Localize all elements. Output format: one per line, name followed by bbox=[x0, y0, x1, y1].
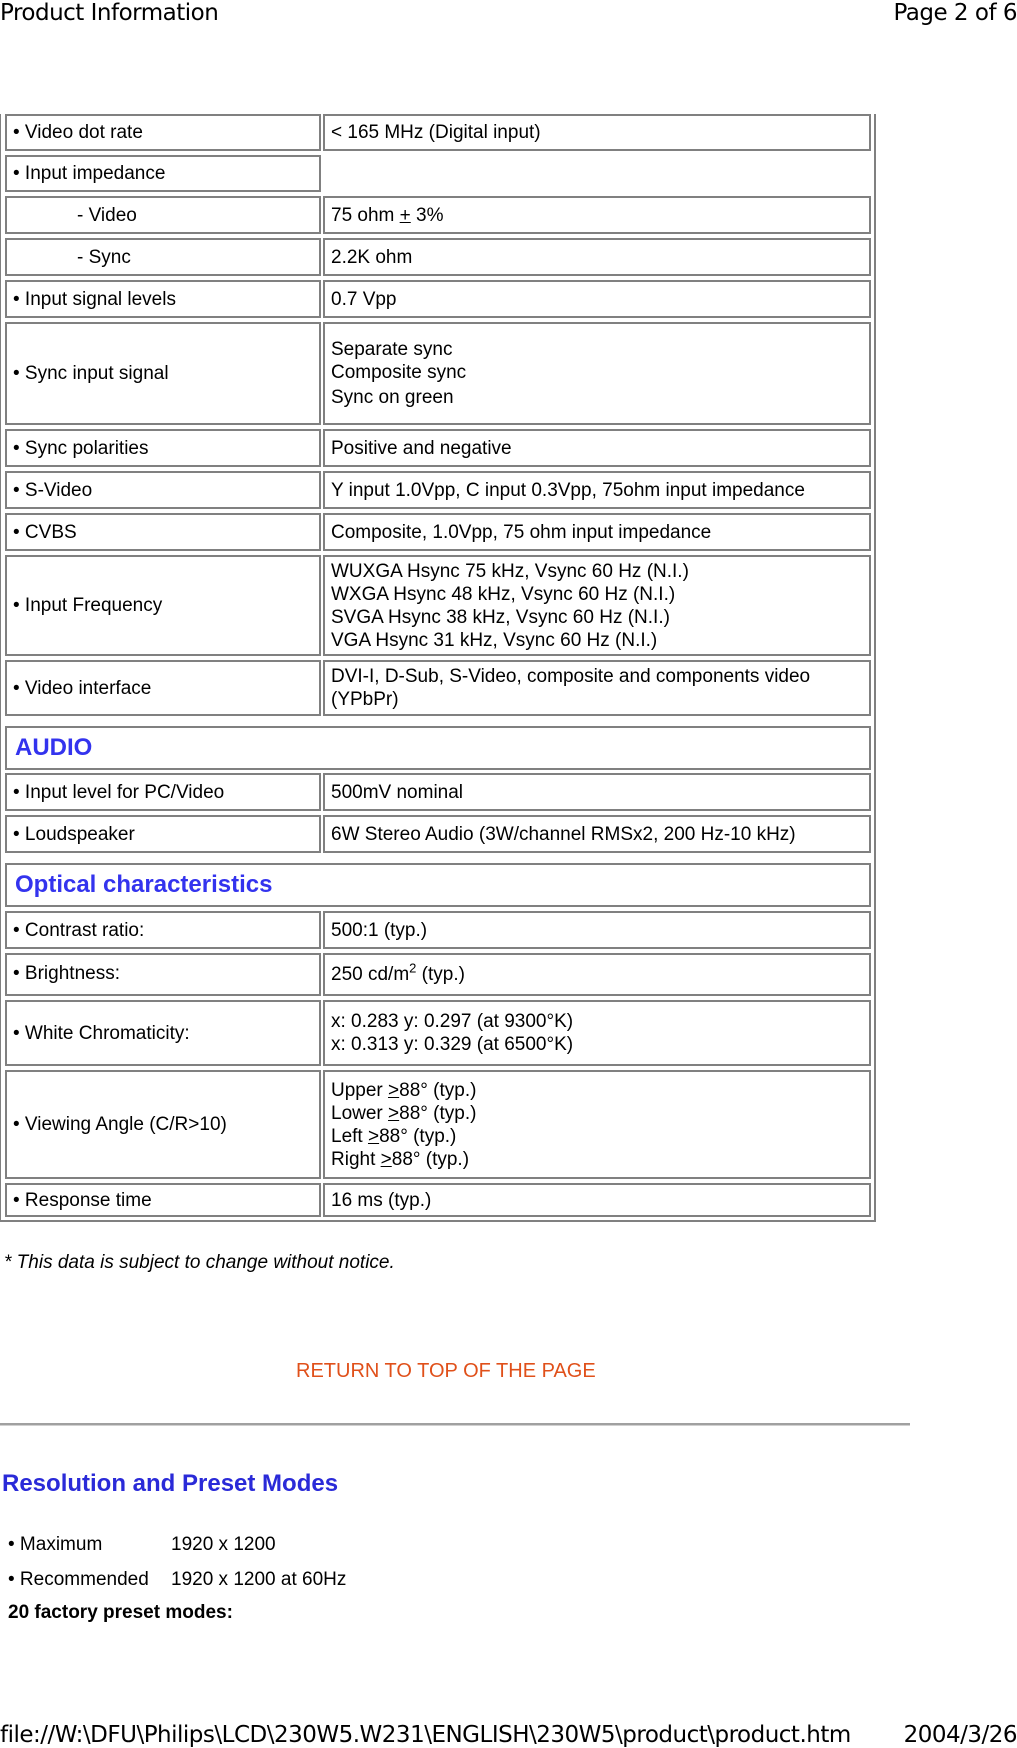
resolution-recommended-row bbox=[0, 1569, 600, 1593]
spec-value-sync: 2.2K ohm bbox=[323, 238, 871, 276]
resolution-maximum-value: 1920 x 1200 bbox=[171, 1534, 276, 1555]
resolution-section-title: Resolution and Preset Modes bbox=[2, 1470, 339, 1497]
spec-label-cvbs: • CVBS bbox=[5, 513, 321, 551]
preset-modes-heading: 20 factory preset modes: bbox=[8, 1602, 233, 1623]
disclaimer-note: * This data is subject to change without notice. bbox=[4, 1252, 395, 1273]
spec-label-s-video: • S-Video bbox=[5, 471, 321, 509]
spec-label-loudspeaker: • Loudspeaker bbox=[5, 815, 321, 853]
header-title: Product Information bbox=[0, 0, 219, 26]
spec-value-cvbs: Composite, 1.0Vpp, 75 ohm input impedance bbox=[323, 513, 871, 551]
spec-label-input-level: • Input level for PC/Video bbox=[5, 773, 321, 811]
spec-label-response-time: • Response time bbox=[5, 1183, 321, 1217]
spec-value-input-level: 500mV nominal bbox=[323, 773, 871, 811]
spec-value-brightness: 250 $cd/m^2$ (typ.) bbox=[323, 953, 871, 996]
horizontal-divider bbox=[0, 1423, 910, 1426]
spec-value-input-frequency: WUXGA Hsync 75 kHz, Vsync 60 Hz (N.I.) WXGA Hsync 48 kHz, Vsync 60 Hz (N.I.) SVGA Hsync 38 kHz, Vsync 60 Hz (N.I.) VGA Hsync 31 kHz, Vsync 60 Hz (N.I.) bbox=[323, 555, 871, 656]
return-to-top-link[interactable]: RETURN TO TOP OF THE PAGE bbox=[296, 1360, 596, 1382]
spec-value-sync-polarities: Positive and negative bbox=[323, 429, 871, 467]
spec-value-sync-input-signal: Separate sync Composite sync Sync on green bbox=[323, 322, 871, 425]
section-title-optical: Optical characteristics bbox=[5, 863, 871, 907]
spec-value-viewing-angle: Upper >88° (typ.) Lower >88° (typ.) Left >88° (typ.) Right >88° (typ.) bbox=[323, 1070, 871, 1179]
spec-label-input-impedance: • Input impedance bbox=[5, 155, 321, 192]
resolution-maximum-label: • Maximum bbox=[8, 1534, 103, 1555]
section-title-audio: AUDIO bbox=[5, 726, 871, 770]
resolution-recommended-label: • Recommended bbox=[8, 1569, 149, 1590]
spec-label-white-chromaticity: • White Chromaticity: bbox=[5, 1000, 321, 1066]
spec-label-input-signal-levels: • Input signal levels bbox=[5, 280, 321, 318]
spec-value-loudspeaker: 6W Stereo Audio (3W/channel RMSx2, 200 Hz-10 kHz) bbox=[323, 815, 871, 853]
resolution-recommended-value: 1920 x 1200 at 60Hz bbox=[171, 1569, 347, 1590]
header-page-number: Page 2 of 6 bbox=[893, 0, 1017, 26]
spec-label-brightness: • Brightness: bbox=[5, 953, 321, 996]
spec-label-video-dot-rate: • Video dot rate bbox=[5, 114, 321, 151]
spec-value-input-signal-levels: 0.7 Vpp bbox=[323, 280, 871, 318]
spec-label-contrast-ratio: • Contrast ratio: bbox=[5, 911, 321, 949]
spec-label-viewing-angle: • Viewing Angle (C/R>10) bbox=[5, 1070, 321, 1179]
spec-label-sync: - Sync bbox=[5, 238, 321, 276]
spec-value-response-time: 16 ms (typ.) bbox=[323, 1183, 871, 1217]
spec-value-video-interface: DVI-I, D-Sub, S-Video, composite and components video (YPbPr) bbox=[323, 660, 871, 716]
spec-label-sync-input-signal: • Sync input signal bbox=[5, 322, 321, 425]
spec-value-video: 75 ohm + 3% bbox=[323, 196, 871, 234]
footer-file-path: file://W:\DFU\Philips\LCD\230W5.W231\ENGLISH\230W5\product\product.htm bbox=[0, 1722, 851, 1748]
spec-label-video-interface: • Video interface bbox=[5, 660, 321, 716]
spec-value-s-video: Y input 1.0Vpp, C input 0.3Vpp, 75ohm input impedance bbox=[323, 471, 871, 509]
footer-date: 2004/3/26 bbox=[903, 1722, 1017, 1748]
spec-value-contrast-ratio: 500:1 (typ.) bbox=[323, 911, 871, 949]
spec-value-video-dot-rate: < 165 MHz (Digital input) bbox=[323, 114, 871, 151]
resolution-maximum-row bbox=[0, 1534, 600, 1558]
spec-label-sync-polarities: • Sync polarities bbox=[5, 429, 321, 467]
spec-label-input-frequency: • Input Frequency bbox=[5, 555, 321, 656]
spec-value-white-chromaticity: x: 0.283 y: 0.297 (at 9300°K) x: 0.313 y: 0.329 (at 6500°K) bbox=[323, 1000, 871, 1066]
spec-label-video: - Video bbox=[5, 196, 321, 234]
